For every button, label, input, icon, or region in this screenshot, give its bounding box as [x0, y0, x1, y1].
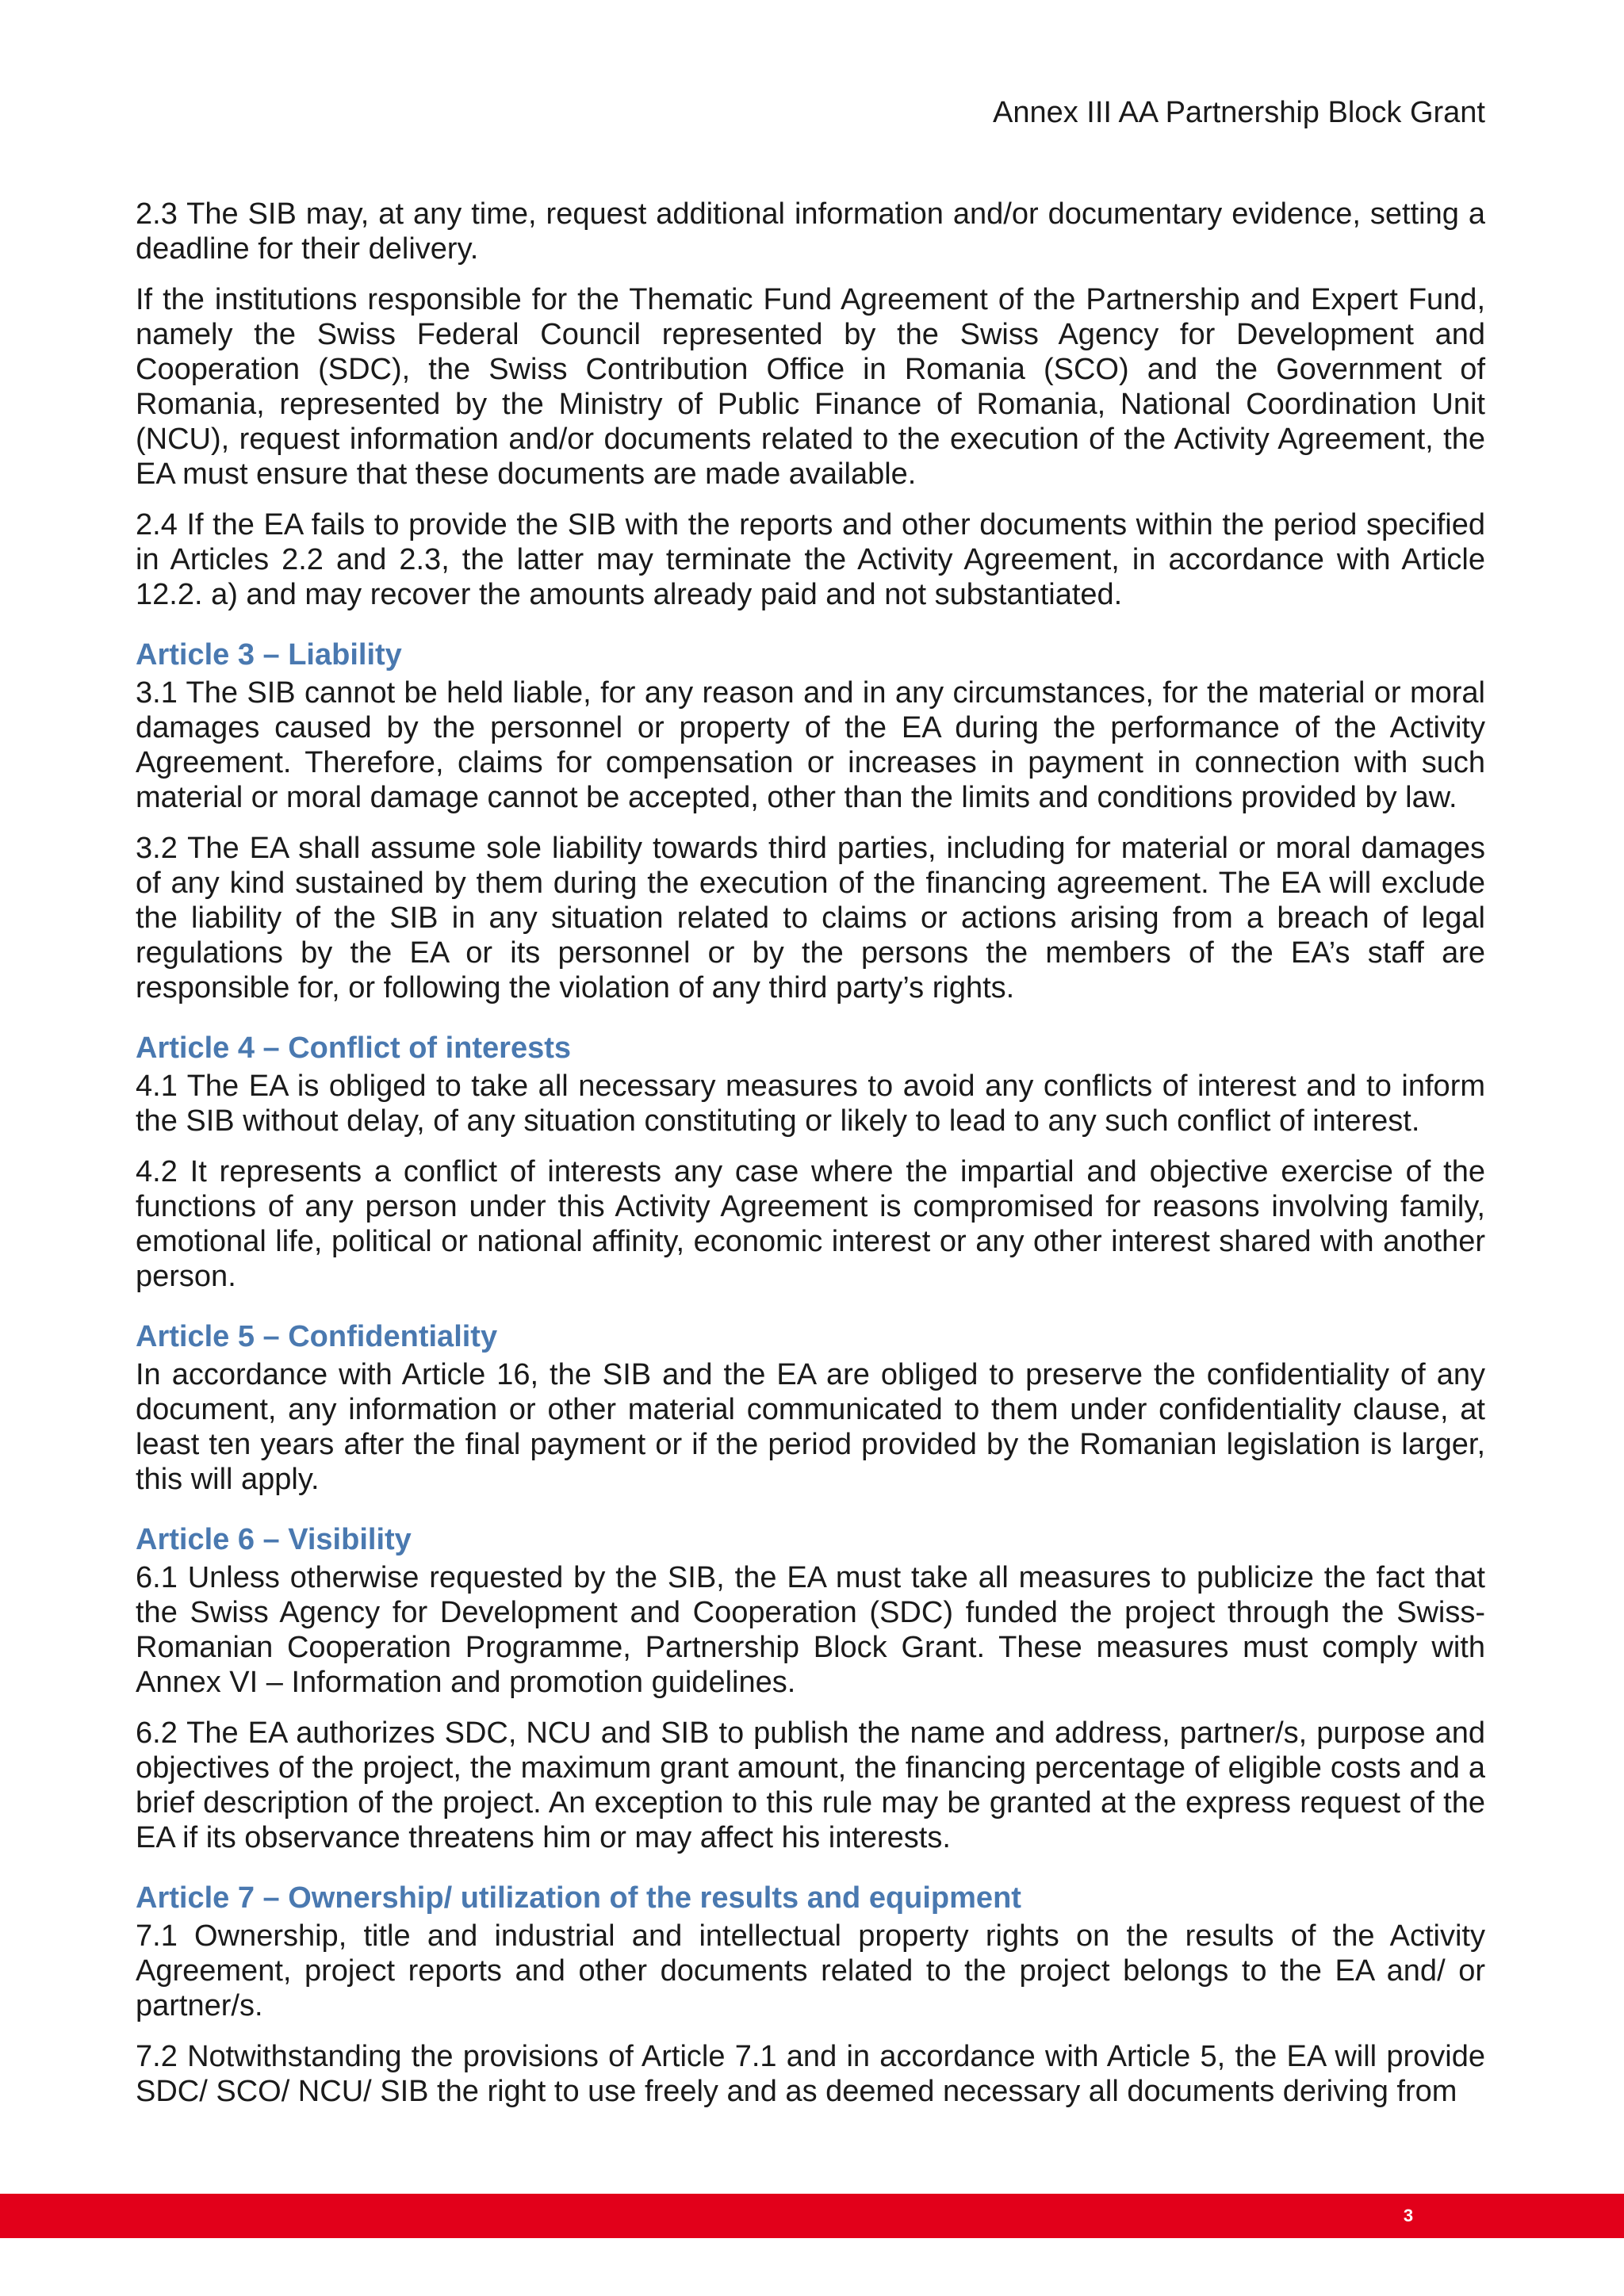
- footer-bar: [0, 2194, 1624, 2238]
- article-5-heading: Article 5 – Confidentiality: [136, 1320, 498, 1353]
- paragraph-4-2: 4.2 It represents a conflict of interests any case where the impartial and objective exercise of the functions of any person under this Activity Agreement is compromised for reasons involving family, emotional life, political or national affinity, economic interest or any other interest shared with another person.: [136, 1155, 1485, 1293]
- paragraph-7-1: 7.1 Ownership, title and industrial and intellectual property rights on the results of the Activity Agreement, project reports and other documents related to the project belongs to the EA and/ or partner/s.: [136, 1919, 1485, 2022]
- paragraph-5: In accordance with Article 16, the SIB and the EA are obliged to preserve the confidentiality of any document, any information or other material communicated to them under confidentiality clause, at least ten years after the final payment or if the period provided by the Romanian legislation is larger, this will apply.: [136, 1358, 1485, 1496]
- paragraph-6-2: 6.2 The EA authorizes SDC, NCU and SIB to publish the name and address, partner/s, purpose and objectives of the project, the maximum grant amount, the financing percentage of eligible costs and a brief description of the project. An exception to this rule may be granted at the express request of the EA if its observance threatens him or may affect his interests.: [136, 1716, 1485, 1854]
- document-body: [136, 197, 1485, 2125]
- paragraph-4-1: 4.1 The EA is obliged to take all necessary measures to avoid any conflicts of interest and to inform the SIB without delay, of any situation constituting or likely to lead to any such conflict of interest.: [136, 1070, 1485, 1138]
- article-7-heading: Article 7 – Ownership/ utilization of the results and equipment: [136, 1881, 1021, 1915]
- paragraph-6-1: 6.1 Unless otherwise requested by the SIB, the EA must take all measures to publicize the fact that the Swiss Agency for Development and Cooperation (SDC) funded the project through the Swiss-Romanian Cooperation Programme, Partnership Block Grant. These measures must comply with Annex VI – Information and promotion guidelines.: [136, 1561, 1485, 1699]
- paragraph-2-4: 2.4 If the EA fails to provide the SIB with the reports and other documents within the period specified in Articles 2.2 and 2.3, the latter may terminate the Activity Agreement, in accordance with Article 12.2. a) and may recover the amounts already paid and not substantiated.: [136, 508, 1485, 611]
- paragraph-2-3-institutions: If the institutions responsible for the Thematic Fund Agreement of the Partnership and Expert Fund, namely the Swiss Federal Council represented by the Swiss Agency for Development and Cooperation (SDC), the Swiss Contribution Office in Romania (SCO) and the Government of Romania, represented by the Ministry of Public Finance of Romania, National Coordination Unit (NCU), request information and/or documents related to the execution of the Activity Agreement, the EA must ensure that these documents are made available.: [136, 283, 1485, 491]
- article-3-heading: Article 3 – Liability: [136, 638, 402, 672]
- article-4-heading: Article 4 – Conflict of interests: [136, 1031, 572, 1065]
- paragraph-7-2: 7.2 Notwithstanding the provisions of Article 7.1 and in accordance with Article 5, the EA will provide SDC/ SCO/ NCU/ SIB the right to use freely and as deemed necessary all documents deriving from: [136, 2040, 1485, 2108]
- article-6-heading: Article 6 – Visibility: [136, 1523, 412, 1556]
- page-number: 3: [1403, 2206, 1414, 2225]
- paragraph-3-1: 3.1 The SIB cannot be held liable, for any reason and in any circumstances, for the material or moral damages caused by the personnel or property of the EA during the performance of the Activity Agreement. Therefore, claims for compensation or increases in payment in connection with such material or moral damage cannot be accepted, other than the limits and conditions provided by law.: [136, 676, 1485, 814]
- document-header-title: Annex III AA Partnership Block Grant: [993, 96, 1485, 129]
- paragraph-2-3: 2.3 The SIB may, at any time, request additional information and/or documentary evidence, setting a deadline for their delivery.: [136, 197, 1485, 266]
- paragraph-3-2: 3.2 The EA shall assume sole liability towards third parties, including for material or moral damages of any kind sustained by them during the execution of the financing agreement. The EA will exclude the liability of the SIB in any situation related to claims or actions arising from a breach of legal regulations by the EA or its personnel or by the persons the members of the EA’s staff are responsible for, or following the violation of any third party’s rights.: [136, 832, 1485, 1004]
